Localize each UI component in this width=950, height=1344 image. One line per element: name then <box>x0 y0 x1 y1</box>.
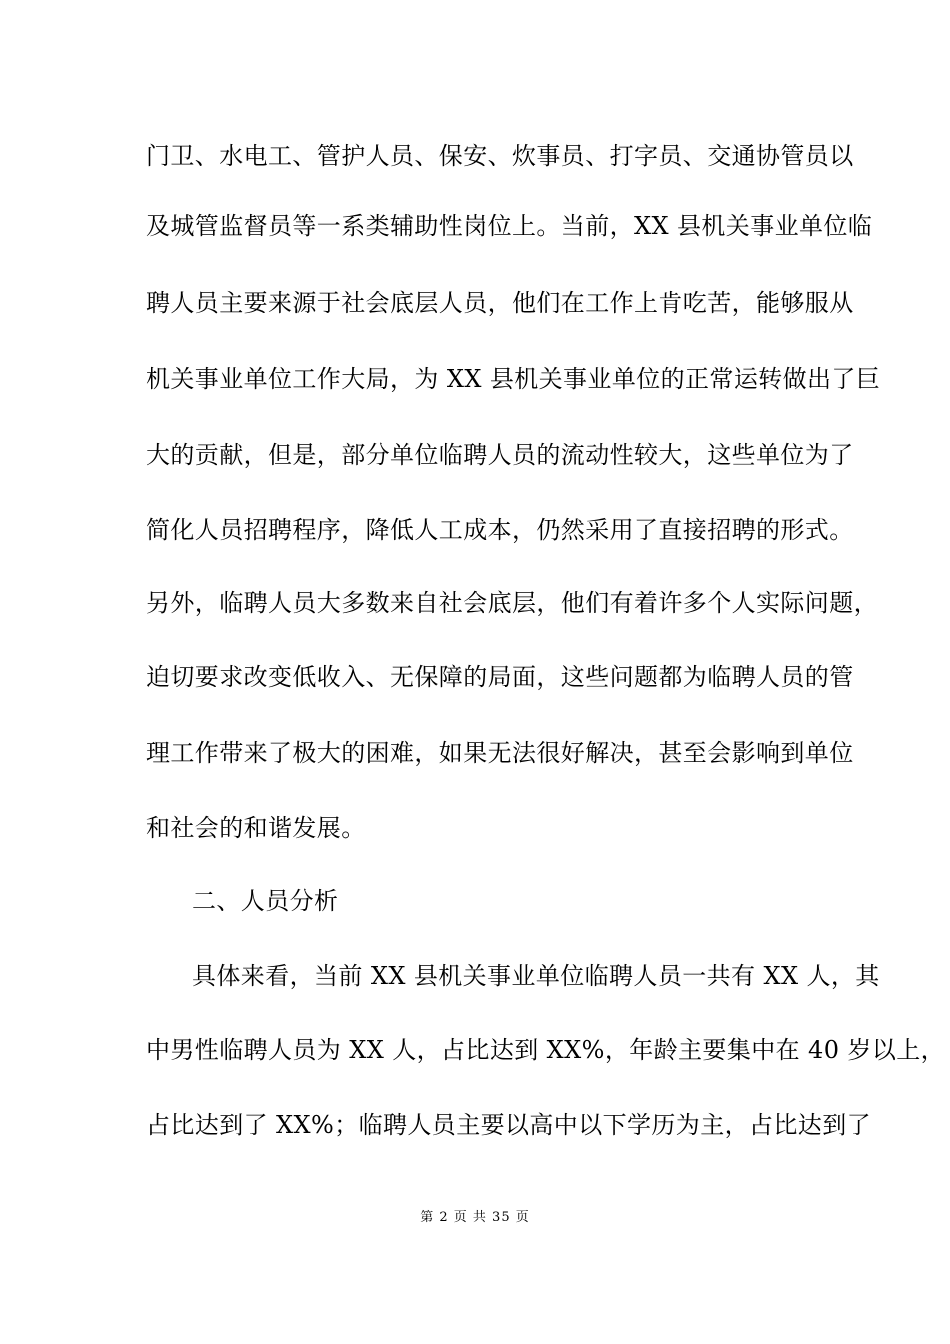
body-line: 聘人员主要来源于社会底层人员，他们在工作上肯吃苦，能够服从 <box>146 289 854 317</box>
body-line: 简化人员招聘程序，降低人工成本，仍然采用了直接招聘的形式。 <box>146 516 854 544</box>
body-line: 迫切要求改变低收入、无保障的局面，这些问题都为临聘人员的管 <box>146 663 854 691</box>
body-line: 另外，临聘人员大多数来自社会底层，他们有着许多个人实际问题， <box>146 589 878 617</box>
body-line: 中男性临聘人员为 XX 人，占比达到 XX%，年龄主要集中在 40 岁以上， <box>146 1036 946 1064</box>
body-line: 机关事业单位工作大局，为 XX 县机关事业单位的正常运转做出了巨 <box>146 365 881 393</box>
body-line: 占比达到了 XX%；临聘人员主要以高中以下学历为主，占比达到了 <box>146 1111 872 1139</box>
body-line: 及城管监督员等一系类辅助性岗位上。当前，XX 县机关事业单位临 <box>146 212 873 240</box>
body-line: 大的贡献，但是，部分单位临聘人员的流动性较大，这些单位为了 <box>146 441 854 469</box>
body-line: 具体来看，当前 XX 县机关事业单位临聘人员一共有 XX 人，其 <box>192 962 880 990</box>
body-line: 门卫、水电工、管护人员、保安、炊事员、打字员、交通协管员以 <box>146 142 854 170</box>
body-line: 和社会的和谐发展。 <box>146 814 366 842</box>
page-number-footer: 第 2 页 共 35 页 <box>420 1210 530 1225</box>
section-heading: 二、人员分析 <box>192 887 339 915</box>
body-line: 理工作带来了极大的困难，如果无法很好解决，甚至会影响到单位 <box>146 739 854 767</box>
